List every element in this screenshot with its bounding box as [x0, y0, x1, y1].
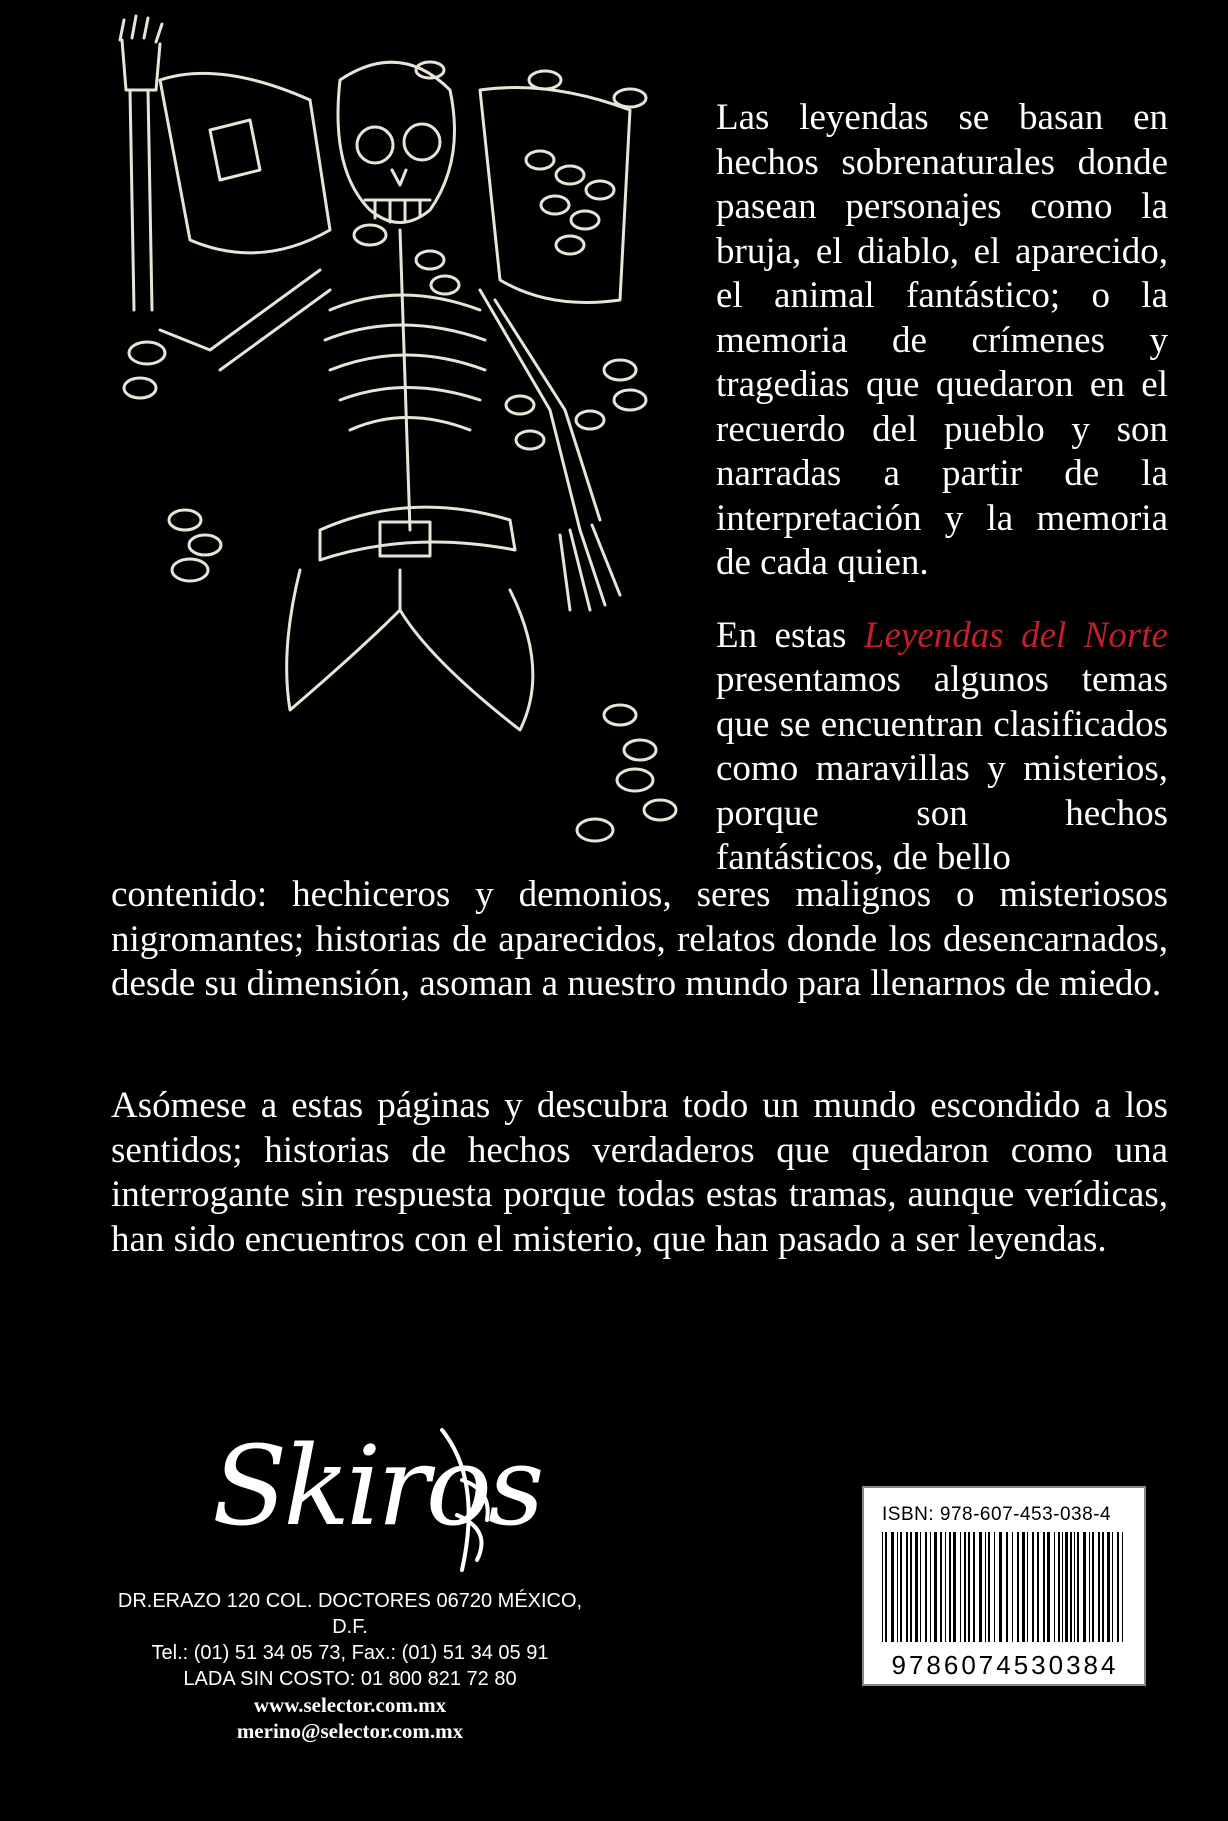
barcode-bar: [891, 1532, 894, 1642]
barcode-bar: [949, 1532, 951, 1642]
barcode-bar: [897, 1532, 898, 1642]
barcode-bar: [1032, 1532, 1034, 1642]
publisher-logo: [210, 1400, 541, 1590]
barcode-bar: [1102, 1532, 1104, 1642]
address-line: DR.ERAZO 120 COL. DOCTORES 06720 MÉXICO, D.F.: [117, 1590, 583, 1638]
paragraph-3: Asómese a estas páginas y descubra todo un mundo escondido a los sentidos; historias de hechos verdaderos que quedaron como una interrogante sin respuesta porque todas estas tramas, aunque verídicas, han sido encuentros con el misterio, que han pasado a ser leyendas.: [111, 1085, 1168, 1260]
barcode-bar: [1043, 1532, 1045, 1642]
barcode-bar: [994, 1532, 995, 1642]
barcode-bar: [906, 1532, 908, 1642]
text-column: [716, 96, 1168, 881]
barcode-bar: [1047, 1532, 1050, 1642]
publisher-address-block: [110, 1588, 590, 1744]
barcode-bar: [1092, 1532, 1094, 1642]
barcode-bar: [1027, 1532, 1028, 1642]
barcode-bar: [1074, 1532, 1075, 1642]
barcode-bar: [1117, 1532, 1119, 1642]
book-title: Leyendas del Norte: [863, 614, 1168, 656]
barcode-bar: [934, 1532, 937, 1642]
barcode-bar: [999, 1532, 1002, 1642]
barcode-bar: [1012, 1532, 1013, 1642]
barcode-bar: [953, 1532, 956, 1642]
barcode-bar: [925, 1532, 927, 1642]
barcode-bar: [910, 1532, 912, 1642]
barcode-bar: [988, 1532, 990, 1642]
barcode-bar: [1065, 1532, 1068, 1642]
barcode-bar: [1083, 1532, 1086, 1642]
logo-text: Skiros: [212, 1422, 541, 1550]
barcode-bar: [1122, 1532, 1123, 1642]
barcode-bar: [930, 1532, 931, 1642]
barcode-bar: [1107, 1532, 1110, 1642]
barcode-bar: [1017, 1532, 1019, 1642]
barcode-bar: [885, 1532, 887, 1642]
leaf-icon: [432, 1420, 502, 1590]
barcode-bar: [915, 1532, 918, 1642]
barcode-bar: [882, 1532, 883, 1642]
toll-free-line: LADA SIN COSTO: 01 800 821 72 80: [183, 1668, 517, 1690]
barcode-bar: [1054, 1532, 1055, 1642]
barcode-bar: [1058, 1532, 1060, 1642]
barcode-bar: [964, 1532, 966, 1642]
barcode-bar: [1070, 1532, 1072, 1642]
barcode-bar: [1062, 1532, 1063, 1642]
paragraph-2-continued: contenido: hechiceros y demonios, seres malignos o misteriosos nigromantes; historias de aparecidos, relatos donde los desencarnados, desde su dimensión, asoman a nuestro mundo para llenarnos de miedo.: [111, 874, 1168, 1004]
barcode-number: 9786074530384: [891, 1650, 1119, 1680]
barcode-bar: [1037, 1532, 1039, 1642]
paragraph-1: Las leyendas se basan en hechos sobrenaturales donde pasean personajes como la bruja, el diablo, el aparecido, el animal fantástico; o la memoria de crímenes y tragedias que quedaron en el recuerdo del pueblo y son narradas a partir de la interpretación y la memoria de cada quien.: [716, 97, 1168, 583]
skeleton-illustration: [100, 10, 690, 850]
barcode-bars: [880, 1532, 1128, 1658]
barcode-bar: [960, 1532, 961, 1642]
paragraph-2-rest: presentamos algunos temas que se encuentran clasificados como maravillas y misterios, porque son hechos fantásticos, de bello: [716, 659, 1168, 878]
barcode-bar: [1077, 1532, 1079, 1642]
barcode-bar: [1006, 1532, 1008, 1642]
website-link[interactable]: www.selector.com.mx: [253, 1693, 447, 1717]
barcode-bar: [1022, 1532, 1025, 1642]
barcode-bar: [985, 1532, 986, 1642]
barcode-bar: [973, 1532, 975, 1642]
email-link[interactable]: merino@selector.com.mx: [236, 1719, 464, 1743]
paragraph-2-intro: En estas: [716, 614, 864, 656]
barcode-bar: [940, 1532, 942, 1642]
isbn-barcode: [862, 1486, 1146, 1686]
barcode-bar: [900, 1532, 902, 1642]
isbn-label: ISBN: 978-607-453-038-4: [882, 1504, 1112, 1525]
barcode-bar: [945, 1532, 946, 1642]
phone-line: Tel.: (01) 51 34 05 73, Fax.: (01) 51 34 05 91: [151, 1642, 549, 1664]
barcode-bar: [979, 1532, 982, 1642]
barcode-bar: [1112, 1532, 1113, 1642]
barcode-bar: [920, 1532, 921, 1642]
barcode-bar: [1089, 1532, 1090, 1642]
barcode-bar: [968, 1532, 970, 1642]
barcode-bar: [1098, 1532, 1100, 1642]
paragraph-2-start: [716, 614, 1168, 881]
